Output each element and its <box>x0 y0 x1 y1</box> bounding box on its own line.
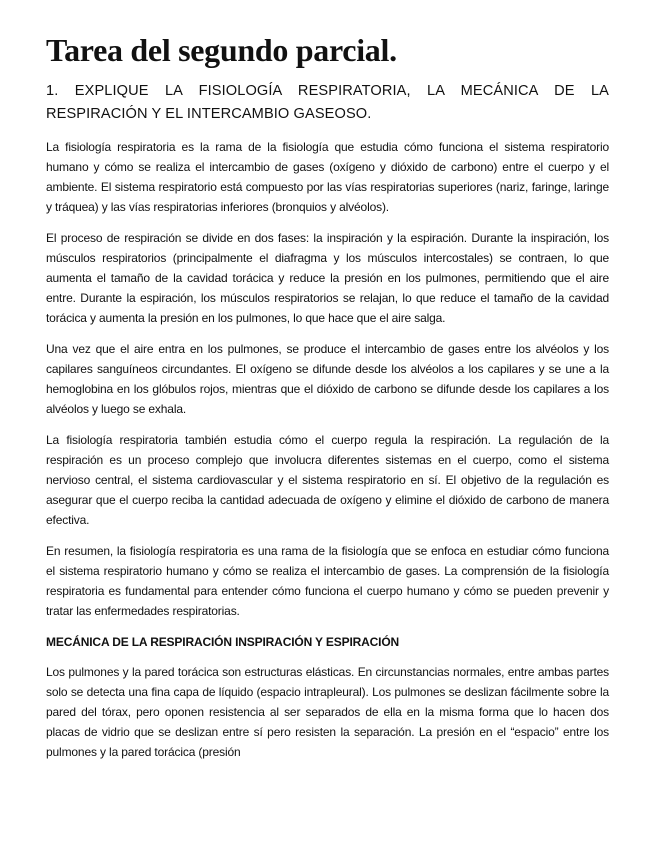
paragraph-regulation: La fisiología respiratoria también estudia cómo el cuerpo regula la respiración. La regulación de la respiración es un proceso complejo que involucra diferentes sistemas en el cuerpo, como el sistema nervioso central, el sistema cardiovascular y el sistema respiratorio en sí. El objetivo de la regulación es asegurar que el cuerpo reciba la cantidad adecuada de oxígeno y elimine el dióxido de carbono de manera efectiva. <box>46 433 609 527</box>
document-title: Tarea del segundo parcial. <box>46 32 397 68</box>
paragraph-gas-exchange: Una vez que el aire entra en los pulmones, se produce el intercambio de gases entre los alvéolos y los capilares sanguíneos circundantes. El oxígeno se difunde desde los alvéolos a los capilares y se une a la hemoglobina en los glóbulos rojos, mientras que el dióxido de carbono se difunde desde los capilares a los alvéolos y luego se exhala. <box>46 342 609 416</box>
paragraph-summary: En resumen, la fisiología respiratoria es una rama de la fisiología que se enfoca en estudiar cómo funciona el sistema respiratorio humano y cómo se realiza el intercambio de gases. La comprensión de la fisiología respiratoria es fundamental para entender cómo funciona el cuerpo humano y cómo se pueden prevenir y tratar las enfermedades respiratorias. <box>46 544 609 618</box>
paragraph-lungs-thorax: Los pulmones y la pared torácica son estructuras elásticas. En circunstancias normales, entre ambas partes solo se detecta una fina capa de líquido (espacio intrapleural). Los pulmones se deslizan fácilmente sobre la pared del tórax, pero oponen resistencia al ser separados de ella en la misma forma que lo hacen dos placas de vidrio que se deslizan entre sí pero resisten la separación. La presión en el “espacio” entre los pulmones y la pared torácica (presión <box>46 665 609 759</box>
subheading-mechanics: MECÁNICA DE LA RESPIRACIÓN INSPIRACIÓN Y ESPIRACIÓN <box>46 635 400 649</box>
section-heading: 1. EXPLIQUE LA FISIOLOGÍA RESPIRATORIA, LA MECÁNICA DE LA RESPIRACIÓN Y EL INTERCAMBIO GASEOSO. <box>46 83 609 122</box>
paragraph-respiration-phases: El proceso de respiración se divide en dos fases: la inspiración y la espiración. Durante la inspiración, los músculos respiratorios (principalmente el diafragma y los músculos intercostales) se contraen, lo que aumenta el tamaño de la cavidad torácica y reduce la presión en los pulmones, permitiendo que el aire entre. Durante la espiración, los músculos respiratorios se relajan, lo que reduce el tamaño de la cavidad torácica y aumenta la presión en los pulmones, lo que hace que el aire salga. <box>46 231 609 325</box>
paragraph-definition: La fisiología respiratoria es la rama de la fisiología que estudia cómo funciona el sistema respiratorio humano y cómo se realiza el intercambio de gases (oxígeno y dióxido de carbono) entre el cuerpo y el ambiente. El sistema respiratorio está compuesto por las vías respiratorias superiores (nariz, faringe, laringe y tráquea) y las vías respiratorias inferiores (bronquios y alvéolos). <box>46 140 609 214</box>
